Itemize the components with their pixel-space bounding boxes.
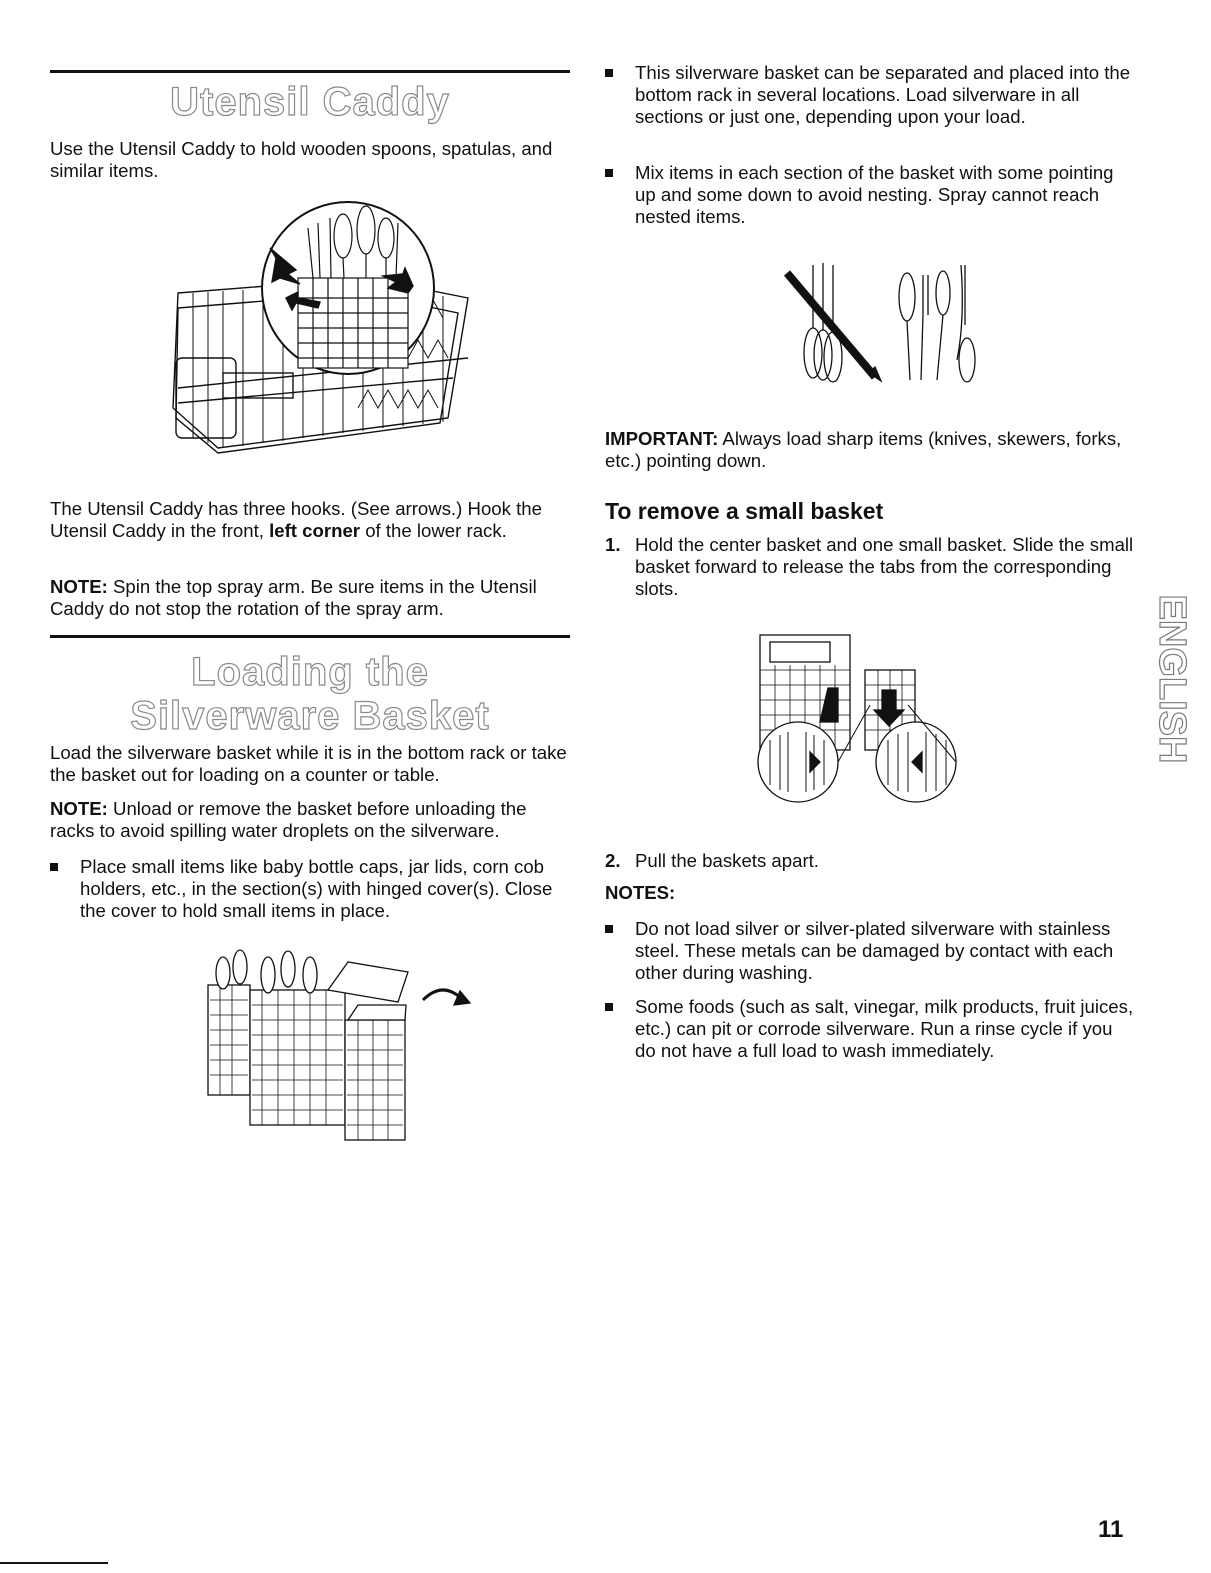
utensil-caddy-title: Utensil Caddy [170, 80, 450, 124]
page-number: 11 [1098, 1516, 1124, 1543]
bullet-icon [605, 925, 613, 933]
utensil-caddy-note: NOTE: Spin the top spray arm. Be sure items in the Utensil Caddy do not stop the rotation of the spray arm. [50, 576, 537, 619]
section-rule [50, 635, 570, 638]
footer-rule [0, 1562, 108, 1564]
remove-small-basket-heading: To remove a small basket [605, 498, 884, 524]
utensil-caddy-intro: Use the Utensil Caddy to hold wooden spoons, spatulas, and similar items. [50, 138, 553, 181]
bullet-icon [605, 1003, 613, 1011]
bullet-icon [605, 169, 613, 177]
silverware-basket-title-line2: Silverware Basket [130, 694, 490, 738]
english-tab [1150, 570, 1193, 788]
silverware-basket-title-line1: Loading the [191, 650, 429, 694]
utensil-caddy-illustration [168, 198, 508, 473]
english-tab-label: ENGLISH [1150, 594, 1193, 764]
remove-basket-illustration [740, 630, 980, 815]
bullet-icon [605, 69, 613, 77]
notes-label: NOTES: [605, 882, 676, 903]
silverware-basket-note: NOTE: Unload or remove the basket before unloading the racks to avoid spilling water droplets on the silverware. [50, 798, 527, 841]
section-rule [50, 70, 570, 73]
important-note: IMPORTANT: Always load sharp items (knives, skewers, forks, etc.) pointing down. [605, 428, 1122, 471]
nesting-illustration [785, 255, 985, 395]
silverware-basket-intro: Load the silverware basket while it is in the bottom rack or take the basket out for loading on a counter or table. [50, 742, 567, 785]
utensil-caddy-hooks: The Utensil Caddy has three hooks. (See arrows.) Hook the Utensil Caddy in the front, left corner of the lower rack. [50, 498, 542, 541]
silverware-basket-illustration [198, 945, 480, 1145]
bullet-icon [50, 863, 58, 871]
